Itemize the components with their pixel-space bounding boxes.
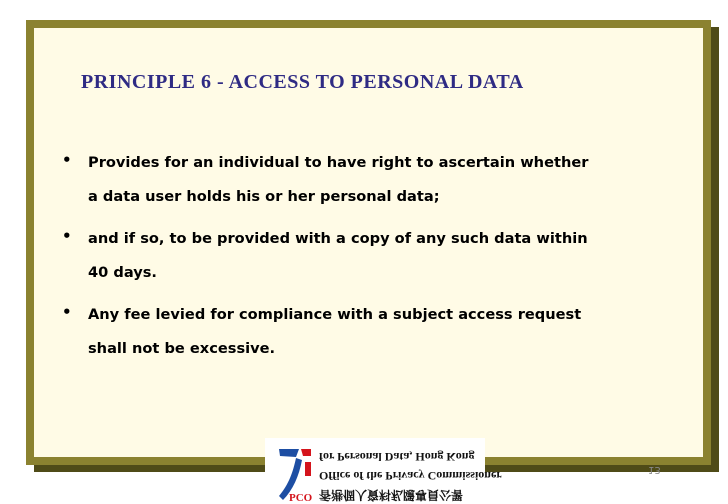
pco-logo-text <box>319 438 502 504</box>
bullet-item <box>62 146 682 214</box>
page-number: 13 <box>648 464 661 475</box>
bullet-item <box>62 222 682 290</box>
bullet-icon: • <box>62 151 72 169</box>
bullet-line: and if so, to be provided with a copy of any such data within <box>88 230 588 247</box>
bullet-item <box>62 298 682 366</box>
logo-line: Office of the Privacy Commissioner <box>319 469 502 483</box>
bullet-line: 40 days. <box>88 264 157 281</box>
bullet-list <box>62 146 682 374</box>
bullet-line: Provides for an individual to have right to ascertain whether <box>88 154 589 171</box>
logo-line: for Personal Data, Hong Kong <box>319 450 475 464</box>
bullet-icon: • <box>62 303 72 321</box>
bullet-line: a data user holds his or her personal data; <box>88 188 440 205</box>
slide-title: PRINCIPLE 6 - ACCESS TO PERSONAL DATA <box>81 71 524 93</box>
pco-logo <box>265 438 502 504</box>
pco-emblem-icon <box>271 442 321 504</box>
svg-text:PCO: PCO <box>289 492 313 504</box>
logo-line: 香港個人資料私隱專員公署 <box>319 488 464 502</box>
bullet-icon: • <box>62 227 72 245</box>
bullet-line: Any fee levied for compliance with a subject access request <box>88 306 582 323</box>
bullet-line: shall not be excessive. <box>88 340 276 357</box>
